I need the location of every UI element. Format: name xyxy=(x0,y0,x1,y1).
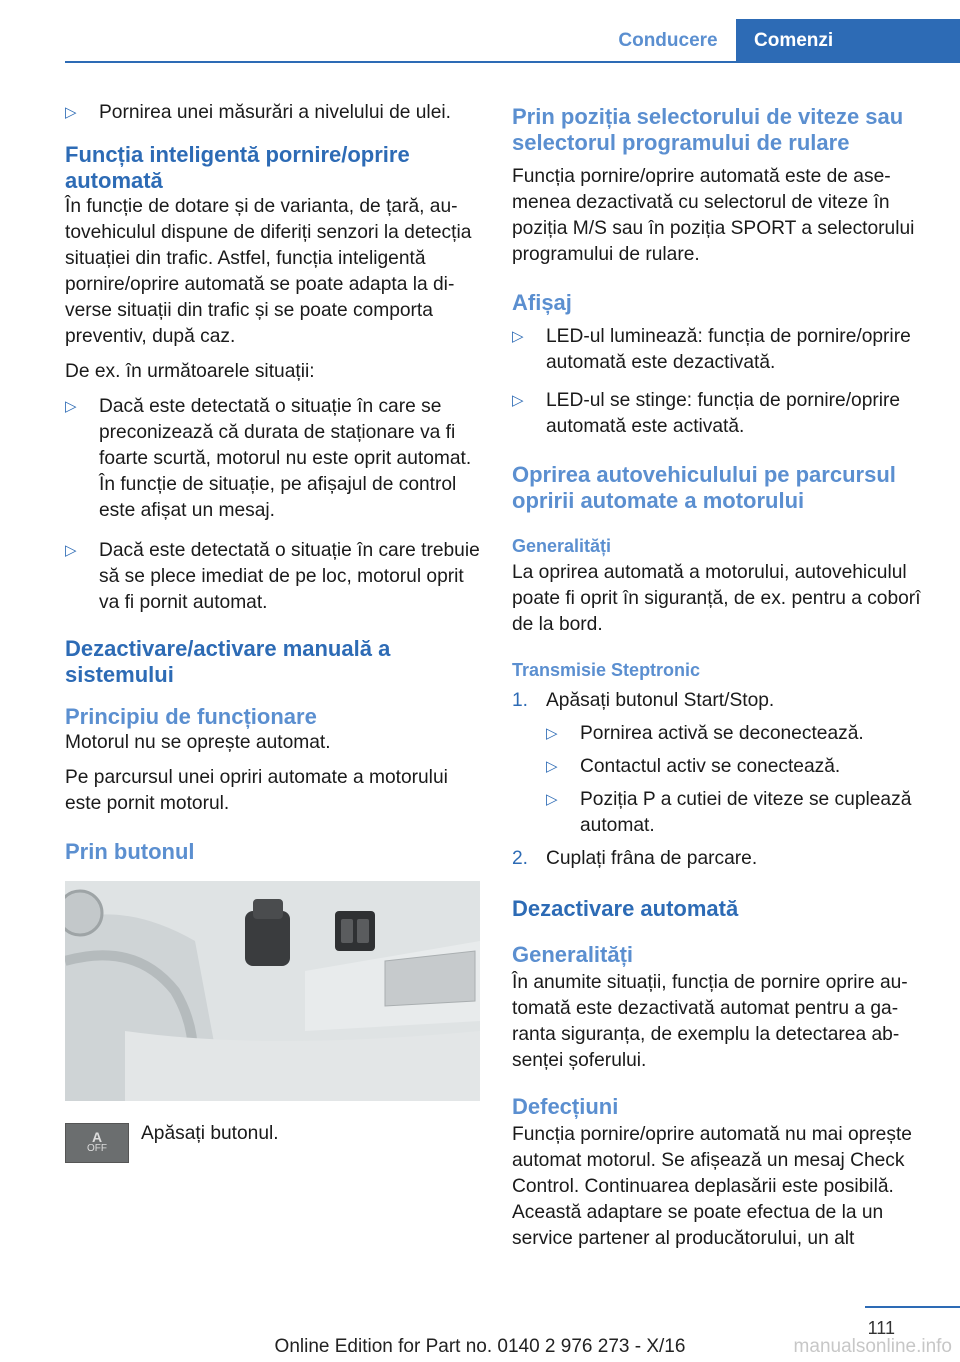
icon-sub-label: OFF xyxy=(87,1143,107,1154)
triangle-bullet-icon: ▷ xyxy=(65,398,77,415)
header-rule xyxy=(65,61,960,63)
button-instruction xyxy=(65,1123,485,1163)
numbered-step xyxy=(512,688,932,714)
triangle-bullet-icon: ▷ xyxy=(546,791,558,808)
list-item-text: LED-ul se stinge: funcția de pornire/oprire automată este activată. xyxy=(546,390,901,437)
section-heading: Funcția inteligentă pornire/oprire automată xyxy=(65,142,410,193)
paragraph: La oprirea automată a motorului, autovehiculul poate fi oprit în siguranță, de ex. pentru a coborî de la bord. xyxy=(512,562,921,635)
section-heading: Dezactivare/activare manuală a sistemului xyxy=(65,636,391,687)
list-item xyxy=(65,394,485,524)
list-item xyxy=(512,324,932,376)
list-item-text: Dacă este detectată o situație în care trebuie să se plece imediat de pe loc, motorul oprit va fi pornit automat. xyxy=(99,540,480,613)
list-item-text: Pornirea unei măsurări a nivelului de ulei. xyxy=(99,102,451,123)
paragraph: În anumite situații, funcția de pornire oprire automată este dezactivată automat pentru a garanta siguranța, de exemplu la detectarea absenței șoferului. xyxy=(512,972,908,1071)
paragraph: Apăsați butonul. xyxy=(141,1123,279,1144)
subsection-heading: Prin butonul xyxy=(65,839,195,864)
icon-letter: A xyxy=(91,1129,103,1145)
section-heading: Dezactivare automată xyxy=(512,896,739,921)
right-column xyxy=(512,104,932,1252)
triangle-bullet-icon: ▷ xyxy=(512,392,524,409)
paragraph: Pe parcursul unei opriri automate a motorului este pornit motorul. xyxy=(65,767,448,814)
numbered-step xyxy=(512,846,932,872)
subsection-heading: Principiu de funcționare xyxy=(65,704,317,729)
step-text: Apăsați butonul Start/Stop. xyxy=(546,690,775,711)
subsection-heading: Afișaj xyxy=(512,290,572,315)
cockpit-photo xyxy=(65,881,480,1101)
tab-comenzi[interactable]: Comenzi xyxy=(736,19,960,61)
minor-heading: Generalități xyxy=(512,536,612,556)
list-item-text: Dacă este detectată o situație în care se preconizează că durata de staționare va fi foarte scurtă, motorul nu este oprit automat. În funcție de situație, pe afișajul de control este afișat un mesaj. xyxy=(99,396,472,521)
list-item-text: Pornirea activă se deconectează. xyxy=(580,723,864,744)
watermark: manualsonline.info xyxy=(793,1336,952,1357)
triangle-bullet-icon: ▷ xyxy=(65,104,77,121)
list-item-text: Contactul activ se conectează. xyxy=(580,756,841,777)
list-item xyxy=(546,721,932,747)
tab-conducere[interactable]: Conducere xyxy=(618,30,718,51)
step-number: 1. xyxy=(512,690,529,711)
list-item-text: Poziția P a cutiei de viteze se cuplează automat. xyxy=(580,789,912,836)
paragraph: Funcția pornire/oprire automată nu mai oprește automat motorul. Se afișează un mesaj Check Control. Continuarea deplasării este posibilă. Această adaptare se poate efectua de la un service partener al producătorului, un alt xyxy=(512,1124,912,1249)
list-item xyxy=(546,754,932,780)
edition-footer: Online Edition for Part no. 0140 2 976 273 - X/16 xyxy=(274,1336,686,1357)
footer-rule xyxy=(865,1306,960,1308)
step-number: 2. xyxy=(512,848,529,869)
subsection-heading: Prin poziția selectorului de viteze sau selectorul programului de rulare xyxy=(512,104,904,155)
step-text: Cuplați frâna de parcare. xyxy=(546,848,758,869)
list-item xyxy=(65,100,485,126)
left-column xyxy=(65,100,485,1163)
triangle-bullet-icon: ▷ xyxy=(546,758,558,775)
paragraph: Funcția pornire/oprire automată este de asemenea dezactivată cu selectorul de viteze în poziția M/S sau în poziția SPORT a selectorului programului de rulare. xyxy=(512,166,915,265)
paragraph: Motorul nu se oprește automat. xyxy=(65,732,331,753)
triangle-bullet-icon: ▷ xyxy=(65,542,77,559)
subsection-heading: Defecțiuni xyxy=(512,1094,619,1119)
list-item xyxy=(512,388,932,440)
sub-list xyxy=(512,721,932,839)
page-number: 111 xyxy=(867,1318,895,1338)
subsection-heading: Generalități xyxy=(512,942,634,967)
triangle-bullet-icon: ▷ xyxy=(546,725,558,742)
minor-heading: Transmisie Steptronic xyxy=(512,660,701,680)
paragraph: De ex. în următoarele situații: xyxy=(65,361,315,382)
list-item xyxy=(546,787,932,839)
subsection-heading: Oprirea autovehiculului pe parcursul opririi automate a motorului xyxy=(512,462,896,513)
triangle-bullet-icon: ▷ xyxy=(512,328,524,345)
paragraph: În funcție de dotare și de varianta, de țară, autovehiculul dispune de diferiți senzori la detecția situației din trafic. Astfel, funcția inteligentă pornire/oprire automată se poate adapta la diverse situații din trafic și se poate comporta preventiv, după caz. xyxy=(65,196,472,347)
list-item xyxy=(65,538,485,616)
list-item-text: LED-ul luminează: funcția de pornire/oprire automată este dezactivată. xyxy=(546,326,911,373)
auto-start-stop-off-icon xyxy=(65,1123,129,1163)
cockpit-illustration xyxy=(65,881,480,1101)
